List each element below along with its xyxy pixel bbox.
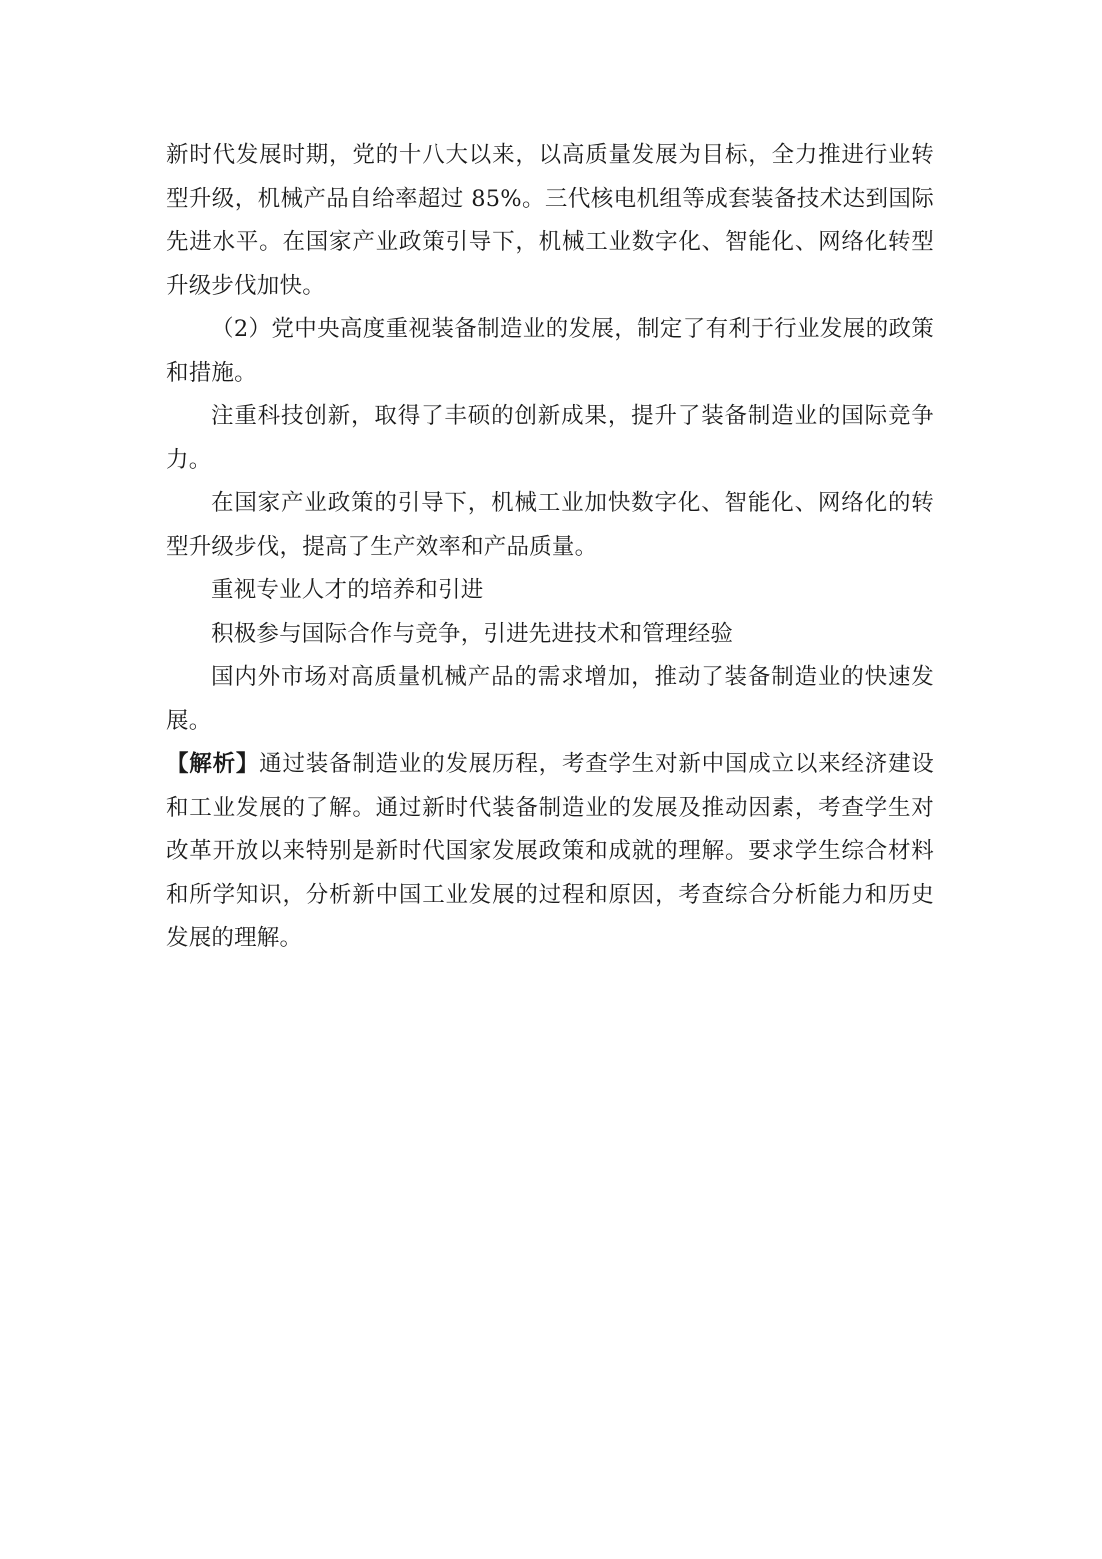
paragraph-new-era: 新时代发展时期，党的十八大以来，以高质量发展为目标，全力推进行业转型升级，机械产品自给率超过 85%。三代核电机组等成套装备技术达到国际先进水平。在国家产业政策引导下，机械工业数字化、智能化、网络化转型升级步伐加快。 <box>166 142 934 299</box>
paragraph-policy: 在国家产业政策的引导下，机械工业加快数字化、智能化、网络化的转型升级步伐，提高了生产效率和产品质量。 <box>166 490 934 560</box>
analysis-label: 【解析】 <box>166 751 260 777</box>
paragraph-cooperation: 积极参与国际合作与竞争，引进先进技术和管理经验 <box>211 620 734 647</box>
analysis-text: 通过装备制造业的发展历程，考查学生对新中国成立以来经济建设和工业发展的了解。通过新时代装备制造业的发展及推动因素，考查学生对改革开放以来特别是新时代国家发展政策和成就的理解。要求学生综合材料和所学知识，分析新中国工业发展的过程和原因，考查综合分析能力和历史发展的理解。 <box>166 751 934 951</box>
document-body <box>166 134 934 961</box>
paragraph-talent: 重视专业人才的培养和引进 <box>211 577 484 603</box>
paragraph-market: 国内外市场对高质量机械产品的需求增加，推动了装备制造业的快速发展。 <box>166 664 934 734</box>
paragraph-answer-2: （2）党中央高度重视装备制造业的发展，制定了有利于行业发展的政策和措施。 <box>166 316 934 386</box>
paragraph-innovation: 注重科技创新，取得了丰硕的创新成果，提升了装备制造业的国际竞争力。 <box>166 403 934 473</box>
analysis-paragraph <box>166 743 934 961</box>
